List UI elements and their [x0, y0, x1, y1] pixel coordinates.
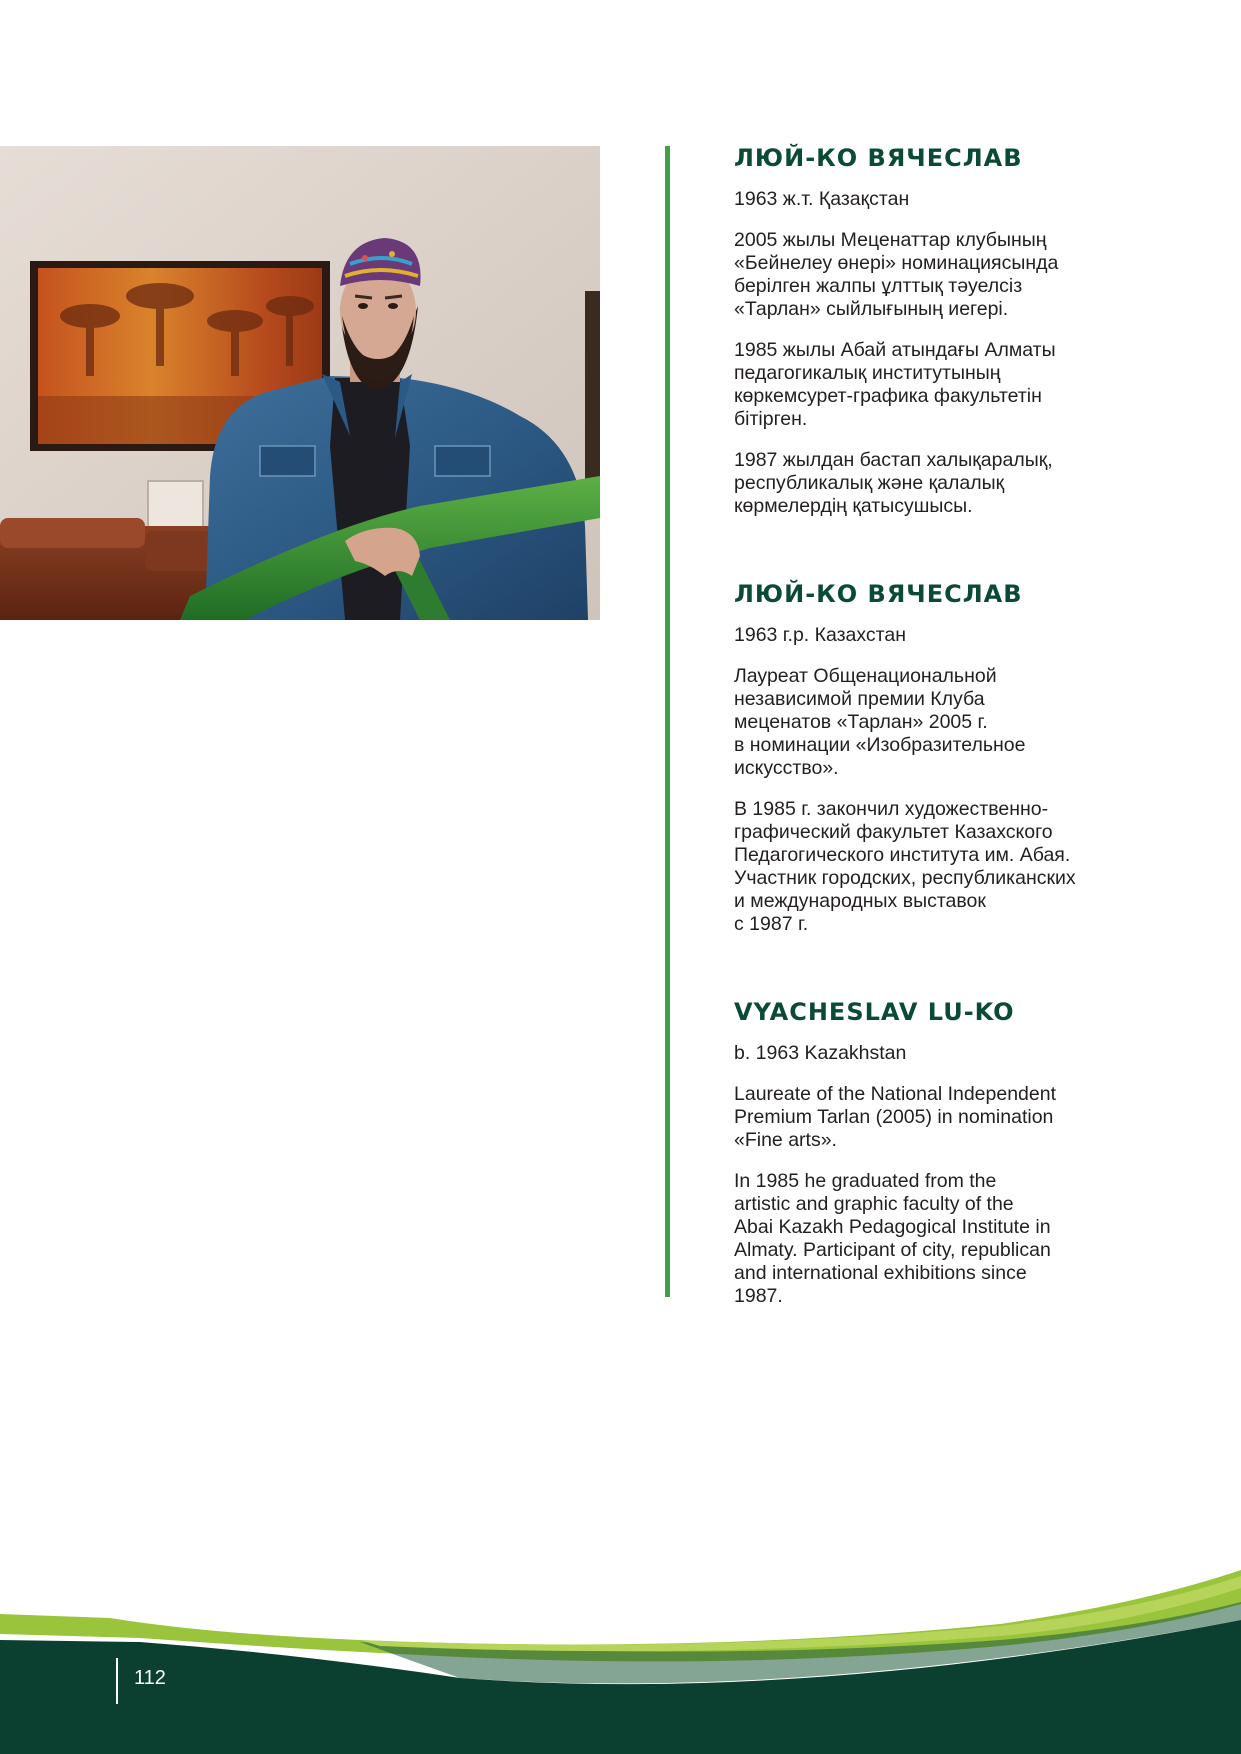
- bio-line: көркемсурет-графика факультетін: [734, 385, 1042, 407]
- bio-line: педагогикалық институтының: [734, 362, 1001, 384]
- bio-line: Abai Kazakh Pedagogical Institute in: [734, 1216, 1051, 1238]
- bio-name: ЛЮЙ-КО ВЯЧЕСЛАВ: [734, 144, 1023, 172]
- bio-russian: [734, 576, 1114, 936]
- bio-name: VYACHESLAV LU-KO: [734, 998, 1015, 1026]
- bio-paragraph: [734, 665, 1114, 780]
- bio-line: көрмелердің қатысушысы.: [734, 495, 973, 517]
- bio-paragraph: [734, 1170, 1114, 1308]
- bio-line: «Тарлан» сыйлығының иегері.: [734, 298, 1009, 320]
- bio-line: Лауреат Общенациональной: [734, 665, 997, 687]
- vertical-accent-rule: [665, 146, 670, 1297]
- bio-line: In 1985 he graduated from the: [734, 1170, 997, 1192]
- bio-line: меценатов «Тарлан» 2005 г.: [734, 711, 988, 733]
- bio-line: Педагогического института им. Абая.: [734, 844, 1071, 866]
- bio-line: 1987 жылдан бастап халықаралық,: [734, 449, 1053, 471]
- bio-line: графический факультет Казахского: [734, 821, 1053, 843]
- bio-line: artistic and graphic faculty of the: [734, 1193, 1014, 1215]
- bio-born: b. 1963 Kazakhstan: [734, 1042, 907, 1064]
- bio-paragraph: [734, 1083, 1114, 1152]
- footer-wave-graphic: [0, 1554, 1241, 1754]
- bio-line: Laureate of the National Independent: [734, 1083, 1057, 1105]
- bio-column: [734, 140, 1114, 1308]
- artist-photo: [0, 146, 600, 620]
- page-number: 112: [134, 1667, 166, 1689]
- bio-line: В 1985 г. закончил художественно-: [734, 798, 1049, 820]
- bio-line: республикалық және қалалық: [734, 472, 1005, 494]
- bio-paragraph: [734, 339, 1114, 431]
- bio-line: бітірген.: [734, 408, 808, 430]
- bio-line: Premium Tarlan (2005) in nomination: [734, 1106, 1054, 1128]
- bio-line: искусство».: [734, 757, 839, 779]
- bio-name: ЛЮЙ-КО ВЯЧЕСЛАВ: [734, 580, 1023, 608]
- bio-line: Участник городских, республиканских: [734, 867, 1076, 889]
- bio-line: Almaty. Participant of city, republican: [734, 1239, 1051, 1261]
- bio-line: с 1987 г.: [734, 913, 809, 935]
- bio-line: берілген жалпы ұлттық тәуелсіз: [734, 275, 1023, 297]
- bio-paragraph: [734, 798, 1114, 936]
- bio-paragraph: [734, 449, 1114, 518]
- bio-kazakh: [734, 140, 1114, 518]
- bio-born: 1963 г.р. Казахстан: [734, 624, 907, 646]
- bio-paragraph: [734, 229, 1114, 321]
- bio-line: в номинации «Изобразительное: [734, 734, 1026, 756]
- bio-line: 1985 жылы Абай атындағы Алматы: [734, 339, 1056, 361]
- bio-born: 1963 ж.т. Қазақстан: [734, 188, 910, 210]
- bio-line: 2005 жылы Меценаттар клубының: [734, 229, 1047, 251]
- bio-line: и международных выставок: [734, 890, 986, 912]
- bio-line: 1987.: [734, 1285, 783, 1307]
- bio-line: and international exhibitions since: [734, 1262, 1027, 1284]
- footer-wave: [0, 1554, 1241, 1754]
- bio-line: независимой премии Клуба: [734, 688, 985, 710]
- page-number-divider: [116, 1658, 118, 1704]
- bio-line: «Fine arts».: [734, 1129, 837, 1151]
- bio-line: «Бейнелеу өнері» номинациясында: [734, 252, 1059, 274]
- artist-photo-illustration: [0, 146, 600, 620]
- bio-english: [734, 994, 1114, 1308]
